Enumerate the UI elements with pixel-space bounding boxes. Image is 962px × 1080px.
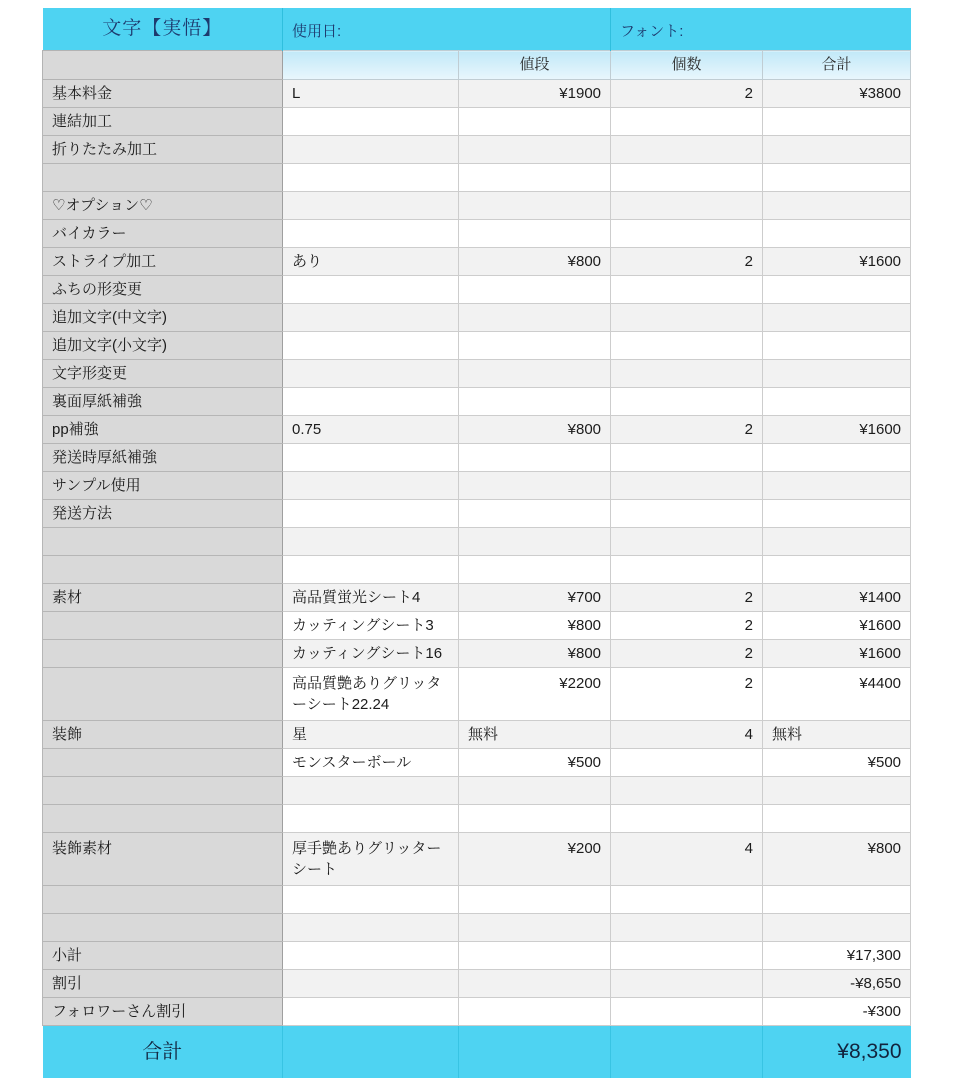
grand-total-value-cell[interactable]: ¥8,350 bbox=[763, 1026, 911, 1079]
price-cell[interactable] bbox=[459, 220, 611, 248]
detail-cell[interactable] bbox=[283, 108, 459, 136]
qty-cell[interactable]: 2 bbox=[611, 248, 763, 276]
item-label-cell[interactable]: サンプル使用 bbox=[43, 472, 283, 500]
qty-cell[interactable] bbox=[611, 805, 763, 833]
grand-total-spacer-cell[interactable] bbox=[283, 1026, 459, 1079]
price-cell[interactable] bbox=[459, 942, 611, 970]
price-cell[interactable] bbox=[459, 777, 611, 805]
item-label-cell[interactable]: pp補強 bbox=[43, 416, 283, 444]
total-cell[interactable] bbox=[763, 914, 911, 942]
qty-cell[interactable] bbox=[611, 332, 763, 360]
qty-cell[interactable] bbox=[611, 276, 763, 304]
qty-cell[interactable] bbox=[611, 472, 763, 500]
total-cell[interactable]: ¥4400 bbox=[763, 668, 911, 721]
price-cell[interactable] bbox=[459, 472, 611, 500]
table-row bbox=[43, 164, 911, 192]
item-label-cell[interactable]: 文字形変更 bbox=[43, 360, 283, 388]
column-header-row bbox=[43, 51, 911, 80]
item-label-cell[interactable] bbox=[43, 886, 283, 914]
item-label-cell[interactable]: 小計 bbox=[43, 942, 283, 970]
total-cell[interactable] bbox=[763, 805, 911, 833]
item-label-cell[interactable]: 装飾 bbox=[43, 721, 283, 749]
detail-cell[interactable] bbox=[283, 998, 459, 1026]
grand-total-row bbox=[43, 1026, 911, 1079]
price-cell[interactable]: ¥800 bbox=[459, 612, 611, 640]
table-row bbox=[43, 472, 911, 500]
detail-cell[interactable]: モンスターボール bbox=[283, 749, 459, 777]
item-label-cell[interactable]: バイカラー bbox=[43, 220, 283, 248]
qty-cell[interactable] bbox=[611, 164, 763, 192]
total-cell[interactable] bbox=[763, 500, 911, 528]
total-cell[interactable]: ¥500 bbox=[763, 749, 911, 777]
price-cell[interactable] bbox=[459, 360, 611, 388]
item-label-cell[interactable] bbox=[43, 749, 283, 777]
table-row bbox=[43, 970, 911, 998]
table-row bbox=[43, 500, 911, 528]
detail-cell[interactable] bbox=[283, 942, 459, 970]
detail-cell[interactable] bbox=[283, 886, 459, 914]
detail-cell[interactable] bbox=[283, 164, 459, 192]
detail-cell[interactable]: 0.75 bbox=[283, 416, 459, 444]
detail-cell[interactable]: あり bbox=[283, 248, 459, 276]
total-cell[interactable] bbox=[763, 220, 911, 248]
table-row bbox=[43, 388, 911, 416]
item-label-cell[interactable]: 裏面厚紙補強 bbox=[43, 388, 283, 416]
price-cell[interactable] bbox=[459, 164, 611, 192]
price-cell[interactable]: ¥200 bbox=[459, 833, 611, 886]
price-cell[interactable] bbox=[459, 914, 611, 942]
price-cell[interactable] bbox=[459, 556, 611, 584]
total-cell[interactable] bbox=[763, 777, 911, 805]
detail-cell[interactable]: カッティングシート3 bbox=[283, 612, 459, 640]
detail-cell[interactable]: L bbox=[283, 80, 459, 108]
item-label-cell[interactable] bbox=[43, 528, 283, 556]
detail-cell[interactable] bbox=[283, 556, 459, 584]
qty-cell[interactable] bbox=[611, 500, 763, 528]
order-sheet bbox=[42, 8, 911, 1078]
total-cell[interactable]: ¥1600 bbox=[763, 416, 911, 444]
detail-cell[interactable] bbox=[283, 528, 459, 556]
table-row bbox=[43, 332, 911, 360]
item-label-cell[interactable] bbox=[43, 612, 283, 640]
qty-cell[interactable] bbox=[611, 777, 763, 805]
corner-header-cell[interactable] bbox=[43, 51, 283, 80]
detail-cell[interactable] bbox=[283, 500, 459, 528]
item-label-cell[interactable] bbox=[43, 914, 283, 942]
table-row bbox=[43, 942, 911, 970]
total-cell[interactable] bbox=[763, 472, 911, 500]
total-cell[interactable] bbox=[763, 276, 911, 304]
detail-cell[interactable] bbox=[283, 777, 459, 805]
qty-cell[interactable] bbox=[611, 220, 763, 248]
total-cell[interactable] bbox=[763, 164, 911, 192]
item-label-cell[interactable] bbox=[43, 668, 283, 721]
detail-cell[interactable] bbox=[283, 444, 459, 472]
price-cell[interactable]: ¥500 bbox=[459, 749, 611, 777]
qty-cell[interactable] bbox=[611, 360, 763, 388]
total-cell[interactable] bbox=[763, 304, 911, 332]
price-cell[interactable] bbox=[459, 388, 611, 416]
table-row bbox=[43, 416, 911, 444]
total-cell[interactable]: ¥1400 bbox=[763, 584, 911, 612]
price-cell[interactable]: ¥2200 bbox=[459, 668, 611, 721]
table-body bbox=[43, 80, 911, 1026]
total-cell[interactable]: -¥8,650 bbox=[763, 970, 911, 998]
table-row bbox=[43, 360, 911, 388]
qty-header-cell[interactable]: 個数 bbox=[611, 51, 763, 80]
detail-cell[interactable] bbox=[283, 276, 459, 304]
item-label-cell[interactable]: 追加文字(中文字) bbox=[43, 304, 283, 332]
total-cell[interactable]: ¥800 bbox=[763, 833, 911, 886]
table-row bbox=[43, 108, 911, 136]
item-label-cell[interactable]: フォロワーさん割引 bbox=[43, 998, 283, 1026]
price-header-cell[interactable]: 値段 bbox=[459, 51, 611, 80]
table-row bbox=[43, 584, 911, 612]
table-row bbox=[43, 444, 911, 472]
qty-cell[interactable] bbox=[611, 444, 763, 472]
price-cell[interactable] bbox=[459, 500, 611, 528]
grand-total-spacer-cell[interactable] bbox=[611, 1026, 763, 1079]
table-row bbox=[43, 304, 911, 332]
qty-cell[interactable] bbox=[611, 914, 763, 942]
sheet-title-cell[interactable]: 文字【実悟】 bbox=[43, 8, 283, 51]
detail-cell[interactable] bbox=[283, 805, 459, 833]
price-cell[interactable] bbox=[459, 805, 611, 833]
detail-cell[interactable] bbox=[283, 220, 459, 248]
table-row bbox=[43, 612, 911, 640]
detail-cell[interactable] bbox=[283, 388, 459, 416]
total-cell[interactable] bbox=[763, 444, 911, 472]
price-cell[interactable] bbox=[459, 136, 611, 164]
total-cell[interactable] bbox=[763, 528, 911, 556]
price-cell[interactable] bbox=[459, 332, 611, 360]
item-label-cell[interactable]: 発送時厚紙補強 bbox=[43, 444, 283, 472]
qty-cell[interactable] bbox=[611, 304, 763, 332]
qty-cell[interactable] bbox=[611, 749, 763, 777]
table-row bbox=[43, 998, 911, 1026]
table-row bbox=[43, 276, 911, 304]
table-row bbox=[43, 668, 911, 721]
detail-cell[interactable]: 高品質蛍光シート4 bbox=[283, 584, 459, 612]
total-header-cell[interactable]: 合計 bbox=[763, 51, 911, 80]
item-label-cell[interactable]: ストライプ加工 bbox=[43, 248, 283, 276]
price-cell[interactable] bbox=[459, 108, 611, 136]
qty-cell[interactable] bbox=[611, 970, 763, 998]
detail-cell[interactable]: 星 bbox=[283, 721, 459, 749]
total-cell[interactable]: ¥1600 bbox=[763, 248, 911, 276]
table-row bbox=[43, 833, 911, 886]
total-cell[interactable]: 無料 bbox=[763, 721, 911, 749]
table-row bbox=[43, 80, 911, 108]
detail-cell[interactable] bbox=[283, 136, 459, 164]
table-row bbox=[43, 886, 911, 914]
detail-cell[interactable] bbox=[283, 192, 459, 220]
table-row bbox=[43, 721, 911, 749]
qty-cell[interactable] bbox=[611, 528, 763, 556]
font-cell[interactable]: フォント: bbox=[611, 8, 911, 51]
qty-cell[interactable] bbox=[611, 136, 763, 164]
detail-cell[interactable] bbox=[283, 332, 459, 360]
price-cell[interactable]: ¥1900 bbox=[459, 80, 611, 108]
grand-total-label-cell[interactable]: 合計 bbox=[43, 1026, 283, 1079]
price-cell[interactable] bbox=[459, 970, 611, 998]
item-label-cell[interactable]: 基本料金 bbox=[43, 80, 283, 108]
qty-cell[interactable] bbox=[611, 942, 763, 970]
price-cell[interactable] bbox=[459, 444, 611, 472]
qty-cell[interactable]: 2 bbox=[611, 612, 763, 640]
item-label-cell[interactable] bbox=[43, 805, 283, 833]
table-row bbox=[43, 220, 911, 248]
total-cell[interactable] bbox=[763, 192, 911, 220]
table-row bbox=[43, 192, 911, 220]
qty-cell[interactable]: 2 bbox=[611, 416, 763, 444]
qty-cell[interactable] bbox=[611, 556, 763, 584]
total-cell[interactable]: -¥300 bbox=[763, 998, 911, 1026]
item-label-cell[interactable]: 素材 bbox=[43, 584, 283, 612]
detail-cell[interactable] bbox=[283, 304, 459, 332]
detail-header-cell[interactable] bbox=[283, 51, 459, 80]
qty-cell[interactable]: 2 bbox=[611, 80, 763, 108]
price-cell[interactable]: ¥700 bbox=[459, 584, 611, 612]
price-cell[interactable] bbox=[459, 528, 611, 556]
total-cell[interactable]: ¥3800 bbox=[763, 80, 911, 108]
title-row bbox=[43, 8, 911, 51]
total-cell[interactable] bbox=[763, 388, 911, 416]
table-row bbox=[43, 640, 911, 668]
detail-cell[interactable] bbox=[283, 472, 459, 500]
price-cell[interactable] bbox=[459, 276, 611, 304]
item-label-cell[interactable]: 連結加工 bbox=[43, 108, 283, 136]
item-label-cell[interactable] bbox=[43, 640, 283, 668]
total-cell[interactable] bbox=[763, 360, 911, 388]
item-label-cell[interactable]: 折りたたみ加工 bbox=[43, 136, 283, 164]
item-label-cell[interactable]: ♡オプション♡ bbox=[43, 192, 283, 220]
price-cell[interactable] bbox=[459, 304, 611, 332]
table-row bbox=[43, 528, 911, 556]
table-row bbox=[43, 805, 911, 833]
total-cell[interactable]: ¥1600 bbox=[763, 612, 911, 640]
price-cell[interactable] bbox=[459, 192, 611, 220]
item-label-cell[interactable]: ふちの形変更 bbox=[43, 276, 283, 304]
item-label-cell[interactable] bbox=[43, 777, 283, 805]
item-label-cell[interactable]: 発送方法 bbox=[43, 500, 283, 528]
price-cell[interactable]: ¥800 bbox=[459, 248, 611, 276]
total-cell[interactable]: ¥1600 bbox=[763, 640, 911, 668]
grand-total-spacer-cell[interactable] bbox=[459, 1026, 611, 1079]
detail-cell[interactable] bbox=[283, 914, 459, 942]
detail-cell[interactable]: 高品質艶ありグリッターシート22.24 bbox=[283, 668, 459, 721]
use-date-cell[interactable]: 使用日: bbox=[283, 8, 611, 51]
qty-cell[interactable]: 4 bbox=[611, 833, 763, 886]
total-cell[interactable] bbox=[763, 556, 911, 584]
qty-cell[interactable]: 4 bbox=[611, 721, 763, 749]
table-row bbox=[43, 914, 911, 942]
qty-cell[interactable] bbox=[611, 998, 763, 1026]
item-label-cell[interactable]: 割引 bbox=[43, 970, 283, 998]
price-cell[interactable]: ¥800 bbox=[459, 416, 611, 444]
qty-cell[interactable] bbox=[611, 192, 763, 220]
price-cell[interactable]: 無料 bbox=[459, 721, 611, 749]
qty-cell[interactable]: 2 bbox=[611, 584, 763, 612]
qty-cell[interactable] bbox=[611, 108, 763, 136]
price-cell[interactable]: ¥800 bbox=[459, 640, 611, 668]
total-cell[interactable]: ¥17,300 bbox=[763, 942, 911, 970]
total-cell[interactable] bbox=[763, 886, 911, 914]
detail-cell[interactable]: 厚手艶ありグリッターシート bbox=[283, 833, 459, 886]
qty-cell[interactable] bbox=[611, 388, 763, 416]
qty-cell[interactable]: 2 bbox=[611, 668, 763, 721]
qty-cell[interactable] bbox=[611, 886, 763, 914]
detail-cell[interactable] bbox=[283, 360, 459, 388]
detail-cell[interactable]: カッティングシート16 bbox=[283, 640, 459, 668]
table-row bbox=[43, 749, 911, 777]
table-row bbox=[43, 556, 911, 584]
item-label-cell[interactable]: 追加文字(小文字) bbox=[43, 332, 283, 360]
table-row bbox=[43, 248, 911, 276]
total-cell[interactable] bbox=[763, 332, 911, 360]
item-label-cell[interactable]: 装飾素材 bbox=[43, 833, 283, 886]
detail-cell[interactable] bbox=[283, 970, 459, 998]
total-cell[interactable] bbox=[763, 136, 911, 164]
table-row bbox=[43, 136, 911, 164]
item-label-cell[interactable] bbox=[43, 556, 283, 584]
table-row bbox=[43, 777, 911, 805]
price-cell[interactable] bbox=[459, 886, 611, 914]
price-cell[interactable] bbox=[459, 998, 611, 1026]
qty-cell[interactable]: 2 bbox=[611, 640, 763, 668]
item-label-cell[interactable] bbox=[43, 164, 283, 192]
total-cell[interactable] bbox=[763, 108, 911, 136]
